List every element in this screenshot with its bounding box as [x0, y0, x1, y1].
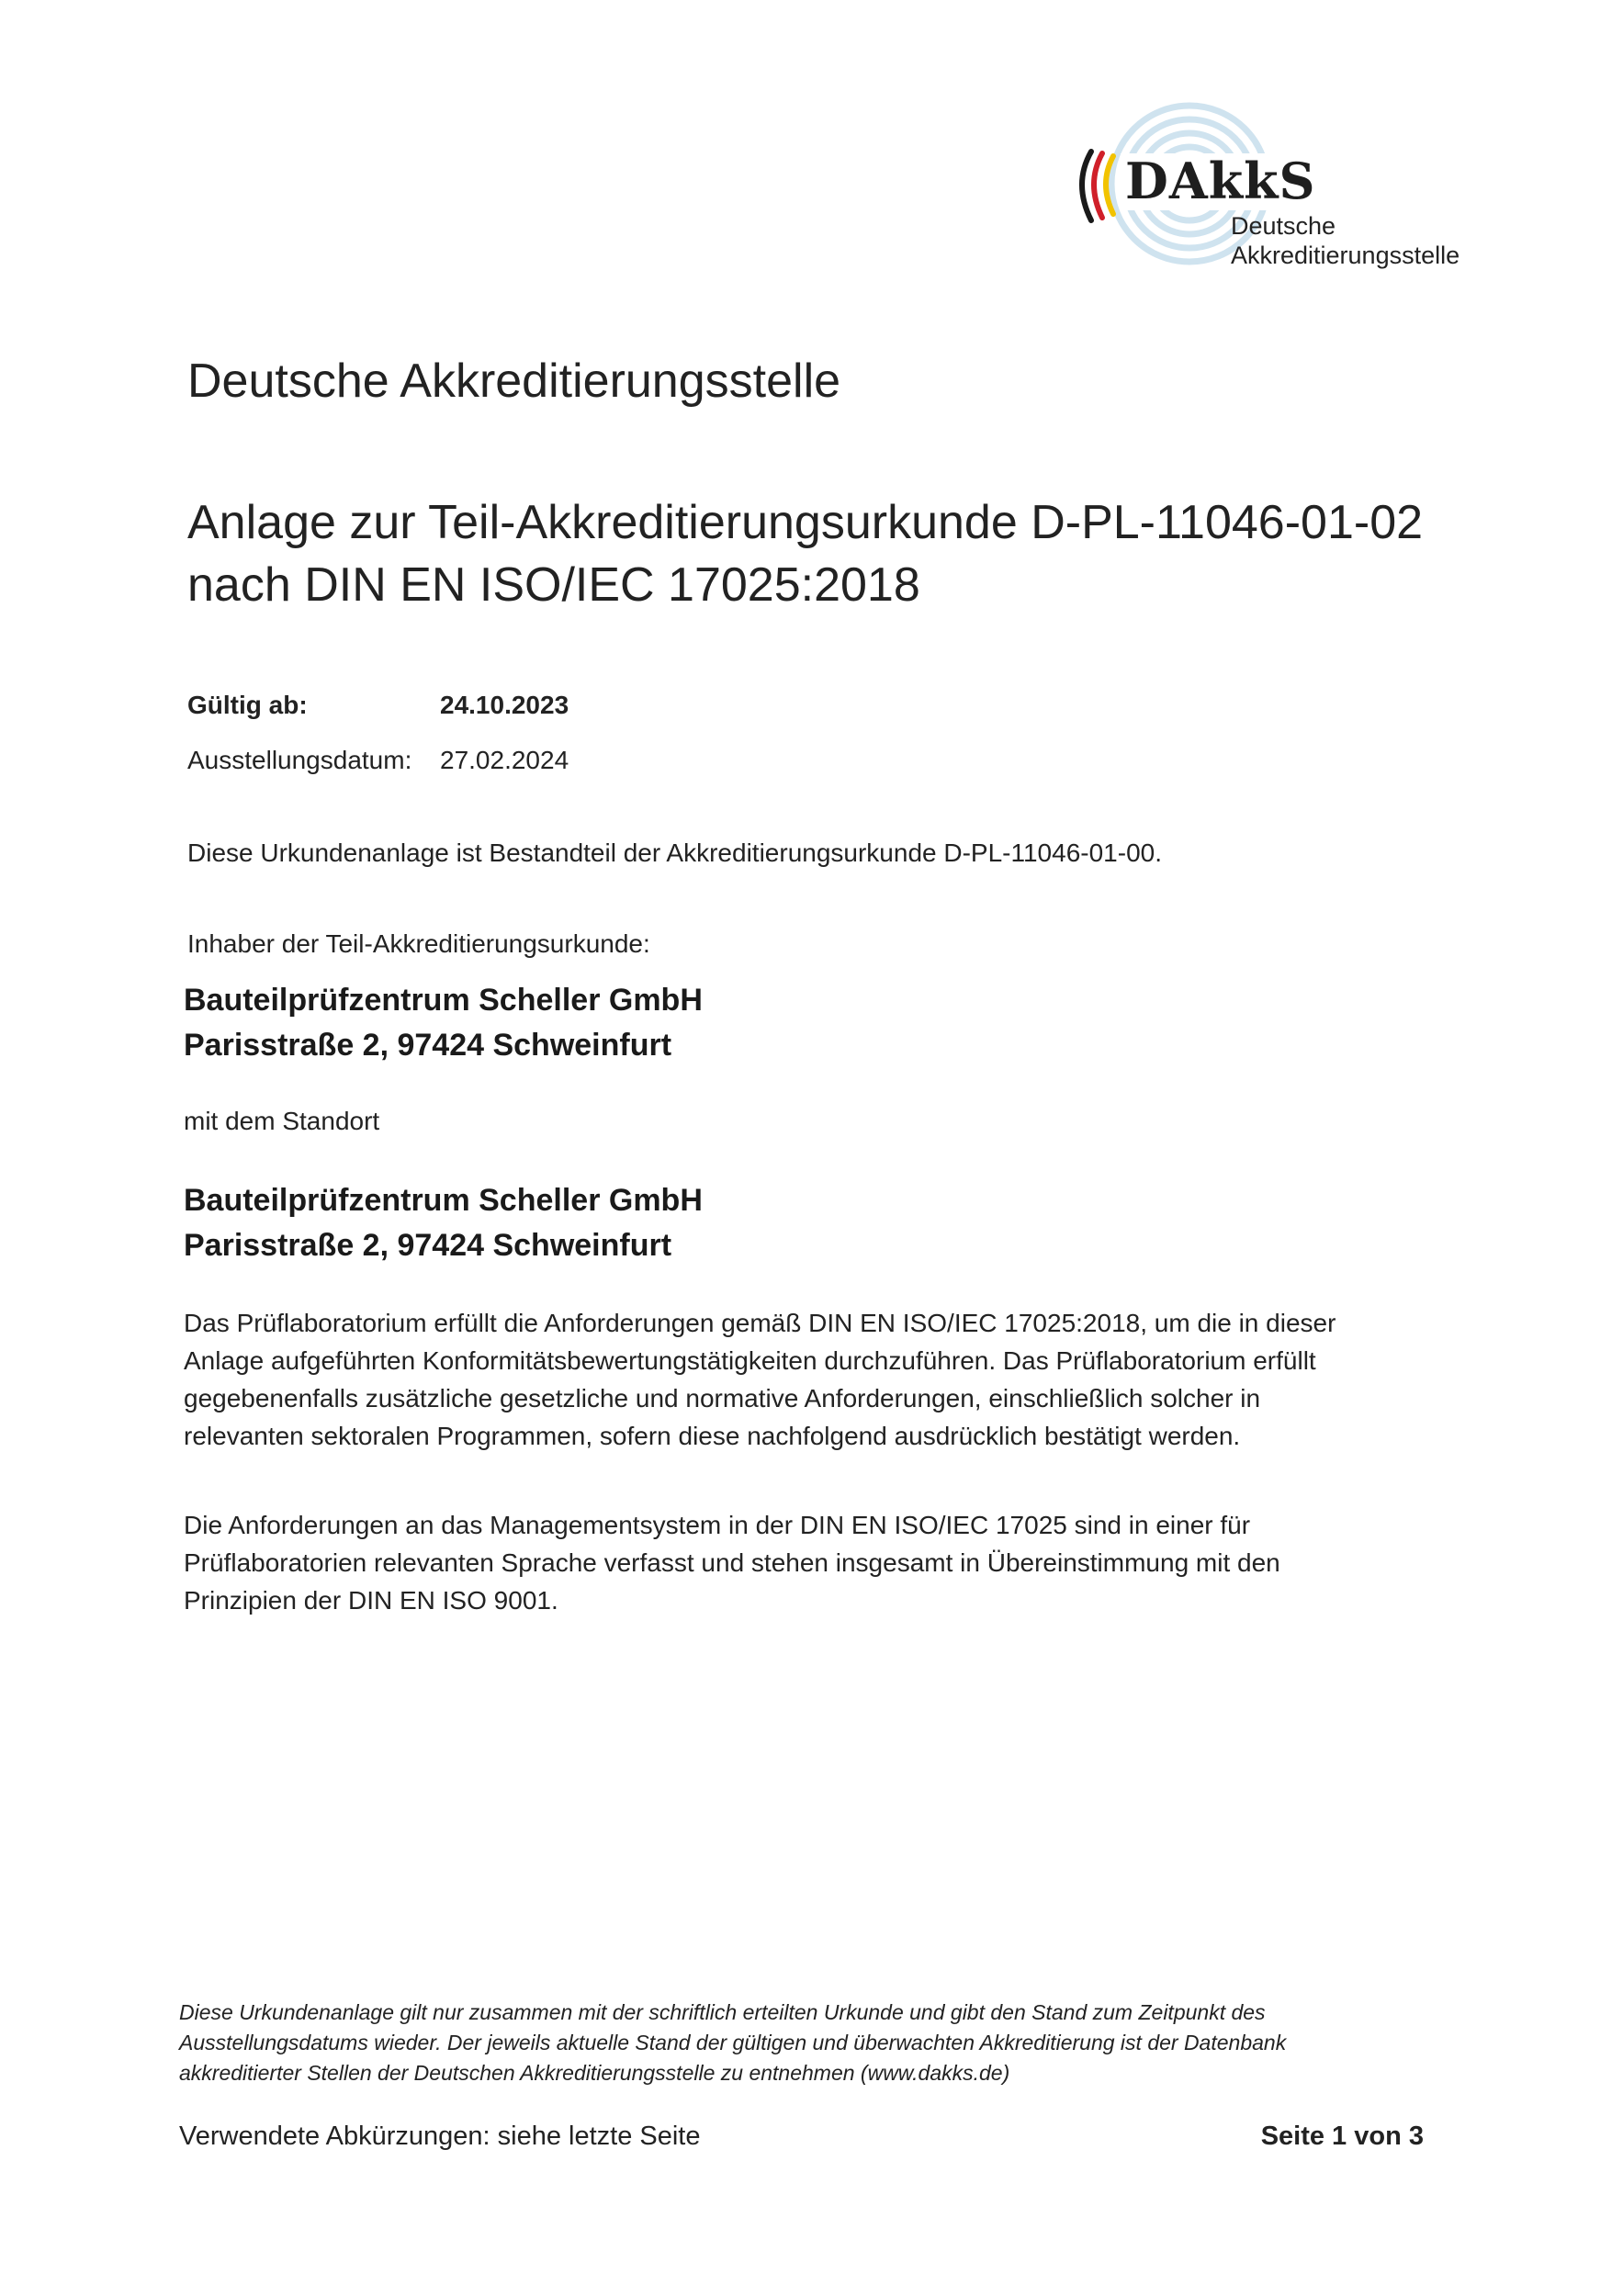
footer-disclaimer: [179, 1998, 1465, 2088]
holder-address: Parisstraße 2, 97424 Schweinfurt: [184, 1028, 672, 1063]
disclaimer-line1: Diese Urkundenanlage gilt nur zusammen mit der schriftlich erteilten Urkunde und gibt den Stand zum Zeitpunkt des: [179, 2000, 1266, 2024]
issue-date-label: Ausstellungsdatum:: [187, 746, 412, 774]
para1-line1: Das Prüflaboratorium erfüllt die Anforderungen gemäß DIN EN ISO/IEC 17025:2018, um die in dieser: [184, 1309, 1336, 1337]
site-block: [184, 1178, 703, 1268]
compliance-paragraph: [184, 1304, 1470, 1455]
site-name: Bauteilprüfzentrum Scheller GmbH: [184, 1183, 703, 1218]
site-intro: mit dem Standort: [184, 1107, 380, 1135]
valid-from-label: Gültig ab:: [187, 691, 308, 719]
issue-date-row: [187, 746, 569, 775]
holder-block: [184, 978, 703, 1068]
para1-line4: relevanten sektoralen Programmen, sofern diese nachfolgend ausdrücklich bestätigt werden.: [184, 1422, 1241, 1450]
subtitle-line2: nach DIN EN ISO/IEC 17025:2018: [187, 558, 920, 612]
org-title: Deutsche Akkreditierungsstelle: [187, 355, 841, 408]
logo-wordmark: DAkkS: [1125, 152, 1316, 210]
valid-from-row: [187, 691, 569, 720]
logo-subtitle: [1231, 211, 1460, 270]
page-number: Seite 1 von 3: [1260, 2122, 1424, 2151]
document-subtitle: [187, 491, 1519, 616]
para2-line2: Prüflaboratorien relevanten Sprache verfasst und stehen insgesamt in Übereinstimmung mit den: [184, 1548, 1280, 1577]
issue-date-value: 27.02.2024: [440, 746, 569, 774]
para1-line3: gegebenenfalls zusätzliche gesetzliche und normative Anforderungen, einschließlich solcher in: [184, 1384, 1261, 1412]
disclaimer-line2: Ausstellungsdatums wieder. Der jeweils aktuelle Stand der gültigen und überwachten Akkreditierung ist der Datenbank: [179, 2031, 1287, 2054]
management-paragraph: [184, 1506, 1470, 1619]
disclaimer-line3: akkreditierter Stellen der Deutschen Akkreditierungsstelle zu entnehmen (www.dakks.de): [179, 2061, 1010, 2085]
logo-sub-line1: Deutsche: [1231, 212, 1336, 240]
logo-sub-line2: Akkreditierungsstelle: [1231, 242, 1460, 269]
holder-intro: Inhaber der Teil-Akkreditierungsurkunde:: [187, 929, 650, 958]
para1-line2: Anlage aufgeführten Konformitätsbewertungstätigkeiten durchzuführen. Das Prüflaboratorium erfüllt: [184, 1346, 1316, 1375]
abbreviations-note: Verwendete Abkürzungen: siehe letzte Seite: [179, 2122, 701, 2151]
annex-note: Diese Urkundenanlage ist Bestandteil der Akkreditierungsurkunde D-PL-11046-01-00.: [187, 838, 1162, 867]
subtitle-line1: Anlage zur Teil-Akkreditierungsurkunde D-PL-11046-01-02: [187, 496, 1424, 549]
dakks-logo: [1056, 96, 1479, 280]
valid-from-value: 24.10.2023: [440, 691, 569, 719]
holder-name: Bauteilprüfzentrum Scheller GmbH: [184, 983, 703, 1018]
site-address: Parisstraße 2, 97424 Schweinfurt: [184, 1228, 672, 1263]
para2-line3: Prinzipien der DIN EN ISO 9001.: [184, 1586, 558, 1615]
para2-line1: Die Anforderungen an das Managementsystem in der DIN EN ISO/IEC 17025 sind in einer für: [184, 1511, 1251, 1539]
